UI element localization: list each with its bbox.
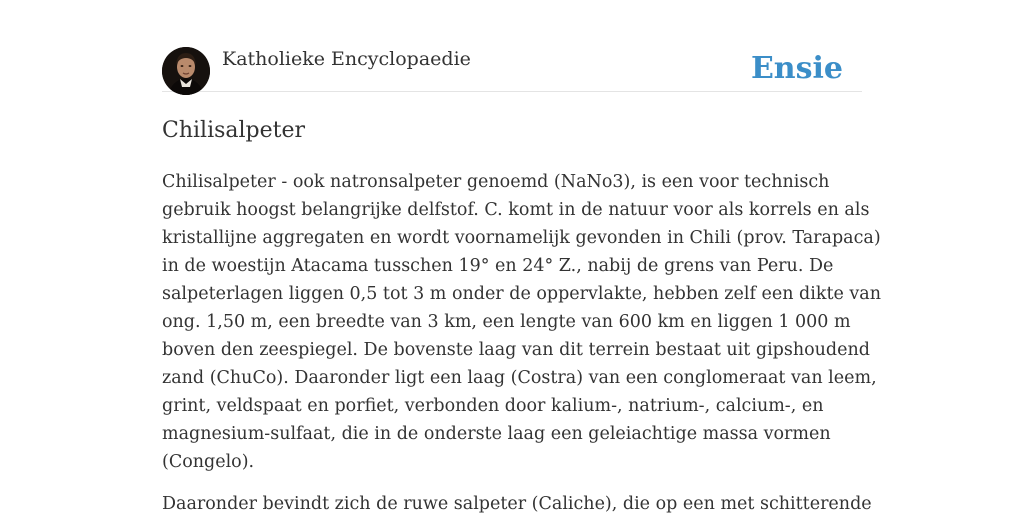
text-line: ong. 1,50 m, een breedte van 3 km, een lengte van 600 km en liggen 1 000 m [162, 312, 851, 332]
article-body [162, 168, 881, 532]
article-paragraph [162, 168, 881, 476]
header [162, 45, 862, 92]
text-line: zand (ChuCo). Daaronder ligt een laag (Costra) van een conglomeraat van leem, [162, 368, 877, 388]
page [162, 0, 881, 514]
text-line: gebruik hoogst belangrijke delfstof. C. komt in de natuur voor als korrels en als [162, 200, 870, 220]
text-line: in de woestijn Atacama tusschen 19° en 24° Z., nabij de grens van Peru. De [162, 256, 834, 276]
article-title: Chilisalpeter [162, 118, 306, 143]
article-paragraph [162, 490, 872, 518]
text-line: grint, veldspaat en porfiet, verbonden door kalium-, natrium-, calcium-, en [162, 396, 824, 416]
text-line: Daaronder bevindt zich de ruwe salpeter (Caliche), die op een met schitterende [162, 494, 872, 514]
text-line: (Congelo). [162, 452, 255, 472]
brand-logo[interactable]: Ensie [750, 51, 843, 86]
text-line: boven den zeespiegel. De bovenste laag van dit terrein bestaat uit gipshoudend [162, 340, 870, 360]
text-line: magnesium-sulfaat, die in de onderste laag een geleiachtige massa vormen [162, 424, 831, 444]
source-name[interactable]: Katholieke Encyclopaedie [222, 48, 471, 70]
portrait-avatar-icon[interactable] [162, 47, 210, 95]
text-line: Chilisalpeter - ook natronsalpeter genoemd (NaNo3), is een voor technisch [162, 172, 830, 192]
text-line: salpeterlagen liggen 0,5 tot 3 m onder de oppervlakte, hebben zelf een dikte van [162, 284, 881, 304]
text-line: kristallijne aggregaten en wordt voornamelijk gevonden in Chili (prov. Tarapaca) [162, 228, 881, 248]
